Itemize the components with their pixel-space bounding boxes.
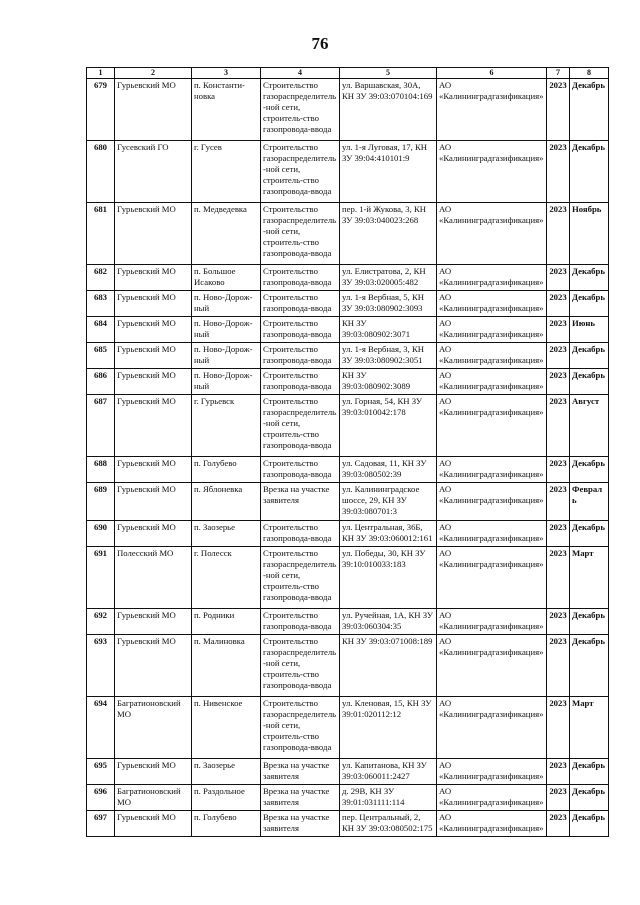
work-type-cell: Строительство газопровода-ввода (261, 265, 340, 291)
row-number: 679 (87, 79, 115, 141)
organization-cell: АО «Калининградгазификация» (437, 697, 547, 759)
district-cell: Полесский МО (115, 547, 192, 609)
locality-cell: п. Заозерье (192, 759, 261, 785)
row-number: 697 (87, 811, 115, 837)
row-number: 691 (87, 547, 115, 609)
work-type-cell: Строительство газопровода-ввода (261, 291, 340, 317)
work-type-cell: Строительство газораспределитель-ной сети, строитель-ство газопровода-ввода (261, 203, 340, 265)
organization-cell: АО «Калининградгазификация» (437, 521, 547, 547)
registry-table (86, 67, 609, 837)
month-cell: Декабрь (570, 141, 609, 203)
locality-cell: п. Яблоневка (192, 483, 261, 521)
year-cell: 2023 (547, 547, 570, 609)
locality-cell: п. Родники (192, 609, 261, 635)
month-cell: Ноябрь (570, 203, 609, 265)
organization-cell: АО «Калининградгазификация» (437, 785, 547, 811)
month-cell: Февраль (570, 483, 609, 521)
table-row (87, 79, 609, 141)
organization-cell: АО «Калининградгазификация» (437, 203, 547, 265)
row-number: 687 (87, 395, 115, 457)
row-number: 684 (87, 317, 115, 343)
month-cell: Декабрь (570, 457, 609, 483)
locality-cell: г. Гусев (192, 141, 261, 203)
row-number: 693 (87, 635, 115, 697)
table-header-row (87, 68, 609, 79)
address-cell: ул. Капитанова, КН ЗУ 39:03:060011:2427 (340, 759, 437, 785)
row-number: 682 (87, 265, 115, 291)
month-cell: Декабрь (570, 609, 609, 635)
column-header: 3 (192, 68, 261, 79)
address-cell: пер. 1-й Жукова, 3, КН ЗУ 39:03:040023:268 (340, 203, 437, 265)
address-cell: ул. Кленовая, 15, КН ЗУ 39:01:020112:12 (340, 697, 437, 759)
work-type-cell: Строительство газораспределитель-ной сети, строитель-ство газопровода-ввода (261, 395, 340, 457)
organization-cell: АО «Калининградгазификация» (437, 483, 547, 521)
year-cell: 2023 (547, 785, 570, 811)
address-cell: пер. Центральный, 2, КН ЗУ 39:03:080502:175 (340, 811, 437, 837)
district-cell: Гурьевский МО (115, 635, 192, 697)
district-cell: Гурьевский МО (115, 369, 192, 395)
table-row (87, 785, 609, 811)
organization-cell: АО «Калининградгазификация» (437, 369, 547, 395)
month-cell: Декабрь (570, 343, 609, 369)
locality-cell: п. Раздольное (192, 785, 261, 811)
month-cell: Декабрь (570, 265, 609, 291)
column-header: 6 (437, 68, 547, 79)
year-cell: 2023 (547, 141, 570, 203)
month-cell: Декабрь (570, 811, 609, 837)
work-type-cell: Строительство газопровода-ввода (261, 457, 340, 483)
table-body (87, 79, 609, 837)
row-number: 694 (87, 697, 115, 759)
district-cell: Багратионовский МО (115, 785, 192, 811)
row-number: 690 (87, 521, 115, 547)
work-type-cell: Строительство газораспределитель-ной сети, строитель-ство газопровода-ввода (261, 635, 340, 697)
organization-cell: АО «Калининградгазификация» (437, 811, 547, 837)
column-header: 1 (87, 68, 115, 79)
address-cell: ул. Победы, 30, КН ЗУ 39:10:010033:183 (340, 547, 437, 609)
table-row (87, 635, 609, 697)
row-number: 689 (87, 483, 115, 521)
year-cell: 2023 (547, 609, 570, 635)
locality-cell: п. Ново-Дорож-ный (192, 343, 261, 369)
locality-cell: п. Малиновка (192, 635, 261, 697)
year-cell: 2023 (547, 395, 570, 457)
work-type-cell: Строительство газораспределитель-ной сети, строитель-ство газопровода-ввода (261, 547, 340, 609)
year-cell: 2023 (547, 521, 570, 547)
row-number: 695 (87, 759, 115, 785)
row-number: 681 (87, 203, 115, 265)
address-cell: КН ЗУ 39:03:071008:189 (340, 635, 437, 697)
address-cell: д. 29В, КН ЗУ 39:01:031111:114 (340, 785, 437, 811)
month-cell: Март (570, 547, 609, 609)
table-row (87, 759, 609, 785)
table-row (87, 369, 609, 395)
district-cell: Гурьевский МО (115, 343, 192, 369)
locality-cell: п. Константи-новка (192, 79, 261, 141)
organization-cell: АО «Калининградгазификация» (437, 141, 547, 203)
month-cell: Декабрь (570, 785, 609, 811)
organization-cell: АО «Калининградгазификация» (437, 79, 547, 141)
month-cell: Декабрь (570, 521, 609, 547)
address-cell: КН ЗУ 39:03:080902:3071 (340, 317, 437, 343)
organization-cell: АО «Калининградгазификация» (437, 265, 547, 291)
year-cell: 2023 (547, 811, 570, 837)
district-cell: Гурьевский МО (115, 79, 192, 141)
month-cell: Декабрь (570, 635, 609, 697)
district-cell: Гурьевский МО (115, 609, 192, 635)
work-type-cell: Строительство газораспределитель-ной сети, строитель-ство газопровода-ввода (261, 79, 340, 141)
locality-cell: г. Полесск (192, 547, 261, 609)
locality-cell: г. Гурьевск (192, 395, 261, 457)
district-cell: Гурьевский МО (115, 317, 192, 343)
table-row (87, 697, 609, 759)
address-cell: ул. Горная, 54, КН ЗУ 39:03:010042:178 (340, 395, 437, 457)
year-cell: 2023 (547, 759, 570, 785)
organization-cell: АО «Калининградгазификация» (437, 457, 547, 483)
month-cell: Март (570, 697, 609, 759)
district-cell: Гурьевский МО (115, 483, 192, 521)
year-cell: 2023 (547, 343, 570, 369)
table-row (87, 811, 609, 837)
table-row (87, 457, 609, 483)
page-number: 76 (311, 34, 329, 53)
district-cell: Гурьевский МО (115, 395, 192, 457)
column-header: 5 (340, 68, 437, 79)
work-type-cell: Врезка на участке заявителя (261, 759, 340, 785)
year-cell: 2023 (547, 291, 570, 317)
table-row (87, 547, 609, 609)
work-type-cell: Строительство газопровода-ввода (261, 317, 340, 343)
address-cell: ул. Садовая, 11, КН ЗУ 39:03:080502:39 (340, 457, 437, 483)
district-cell: Гурьевский МО (115, 291, 192, 317)
year-cell: 2023 (547, 369, 570, 395)
work-type-cell: Строительство газопровода-ввода (261, 521, 340, 547)
address-cell: ул. Ручейная, 1А, КН ЗУ 39:03:060304:35 (340, 609, 437, 635)
year-cell: 2023 (547, 483, 570, 521)
month-cell: Декабрь (570, 79, 609, 141)
district-cell: Багратионовский МО (115, 697, 192, 759)
table-row (87, 141, 609, 203)
organization-cell: АО «Калининградгазификация» (437, 609, 547, 635)
table-row (87, 395, 609, 457)
address-cell: ул. Елистратова, 2, КН ЗУ 39:03:020005:482 (340, 265, 437, 291)
table-row (87, 483, 609, 521)
year-cell: 2023 (547, 697, 570, 759)
work-type-cell: Строительство газораспределитель-ной сети, строитель-ство газопровода-ввода (261, 141, 340, 203)
work-type-cell: Врезка на участке заявителя (261, 785, 340, 811)
address-cell: ул. 1-я Вербная, 3, КН ЗУ 39:03:080902:3051 (340, 343, 437, 369)
month-cell: Декабрь (570, 759, 609, 785)
work-type-cell: Строительство газопровода-ввода (261, 369, 340, 395)
organization-cell: АО «Калининградгазификация» (437, 343, 547, 369)
month-cell: Декабрь (570, 291, 609, 317)
table-row (87, 291, 609, 317)
district-cell: Гусевский ГО (115, 141, 192, 203)
district-cell: Гурьевский МО (115, 521, 192, 547)
column-header: 8 (570, 68, 609, 79)
table-row (87, 203, 609, 265)
month-cell: Июнь (570, 317, 609, 343)
month-cell: Декабрь (570, 369, 609, 395)
locality-cell: п. Ново-Дорож-ный (192, 369, 261, 395)
locality-cell: п. Большое Исаково (192, 265, 261, 291)
organization-cell: АО «Калининградгазификация» (437, 635, 547, 697)
work-type-cell: Строительство газопровода-ввода (261, 609, 340, 635)
row-number: 680 (87, 141, 115, 203)
address-cell: ул. 1-я Луговая, 17, КН ЗУ 39:04:410101:9 (340, 141, 437, 203)
work-type-cell: Врезка на участке заявителя (261, 811, 340, 837)
column-header: 4 (261, 68, 340, 79)
organization-cell: АО «Калининградгазификация» (437, 291, 547, 317)
table-row (87, 609, 609, 635)
locality-cell: п. Ново-Дорож-ный (192, 291, 261, 317)
district-cell: Гурьевский МО (115, 811, 192, 837)
table-row (87, 317, 609, 343)
table-row (87, 265, 609, 291)
row-number: 686 (87, 369, 115, 395)
district-cell: Гурьевский МО (115, 265, 192, 291)
locality-cell: п. Голубево (192, 811, 261, 837)
year-cell: 2023 (547, 317, 570, 343)
organization-cell: АО «Калининградгазификация» (437, 547, 547, 609)
district-cell: Гурьевский МО (115, 203, 192, 265)
address-cell: ул. Варшавская, 30А, КН ЗУ 39:03:070104:169 (340, 79, 437, 141)
work-type-cell: Строительство газораспределитель-ной сети, строитель-ство газопровода-ввода (261, 697, 340, 759)
column-header: 2 (115, 68, 192, 79)
table-row (87, 343, 609, 369)
organization-cell: АО «Калининградгазификация» (437, 759, 547, 785)
locality-cell: п. Ново-Дорож-ный (192, 317, 261, 343)
work-type-cell: Строительство газопровода-ввода (261, 343, 340, 369)
row-number: 696 (87, 785, 115, 811)
year-cell: 2023 (547, 79, 570, 141)
row-number: 683 (87, 291, 115, 317)
address-cell: КН ЗУ 39:03:080902:3089 (340, 369, 437, 395)
row-number: 692 (87, 609, 115, 635)
locality-cell: п. Заозерье (192, 521, 261, 547)
locality-cell: п. Голубево (192, 457, 261, 483)
table-row (87, 521, 609, 547)
locality-cell: п. Медведевка (192, 203, 261, 265)
year-cell: 2023 (547, 457, 570, 483)
year-cell: 2023 (547, 635, 570, 697)
locality-cell: п. Нивенское (192, 697, 261, 759)
organization-cell: АО «Калининградгазификация» (437, 317, 547, 343)
district-cell: Гурьевский МО (115, 759, 192, 785)
row-number: 685 (87, 343, 115, 369)
work-type-cell: Врезка на участке заявителя (261, 483, 340, 521)
year-cell: 2023 (547, 203, 570, 265)
address-cell: ул. Центральная, 36Б, КН ЗУ 39:03:060012:161 (340, 521, 437, 547)
year-cell: 2023 (547, 265, 570, 291)
month-cell: Август (570, 395, 609, 457)
district-cell: Гурьевский МО (115, 457, 192, 483)
row-number: 688 (87, 457, 115, 483)
organization-cell: АО «Калининградгазификация» (437, 395, 547, 457)
column-header: 7 (547, 68, 570, 79)
address-cell: ул. 1-я Вербная, 5, КН ЗУ 39:03:080902:3093 (340, 291, 437, 317)
address-cell: ул. Калининградское шоссе, 29, КН ЗУ 39:03:080701:3 (340, 483, 437, 521)
